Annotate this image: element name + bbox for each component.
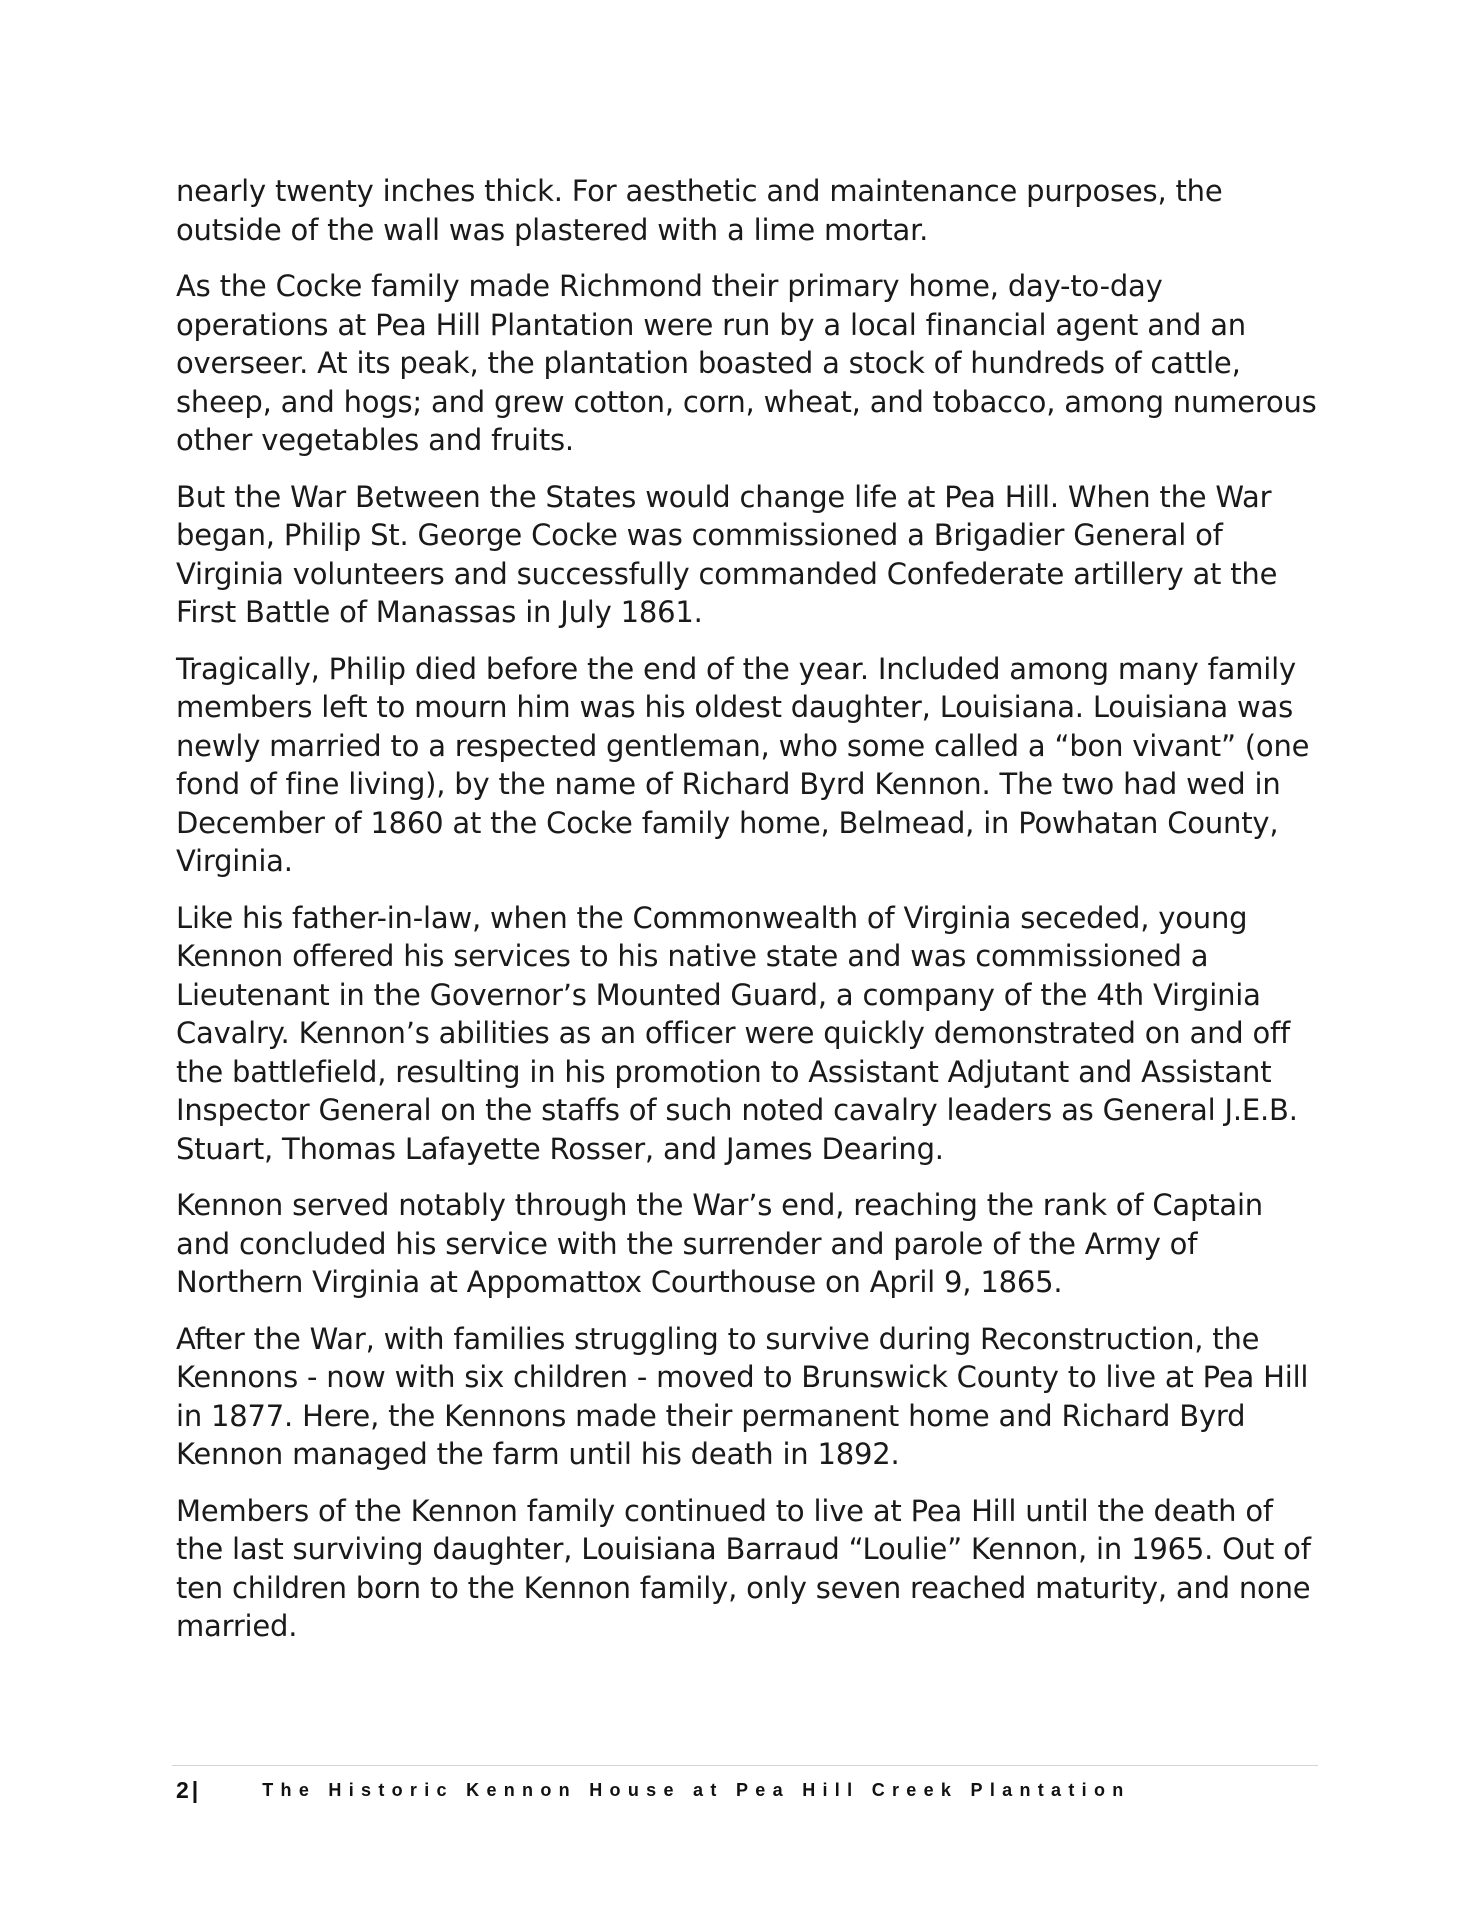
- body-paragraph: As the Cocke family made Richmond their primary home, day-to-day operations at Pea Hill Plantation were run by a local financial agent and an overseer. At its peak, the plantation boasted a stock of hundreds of cattle, sheep, and hogs; and grew cotton, corn, wheat, and tobacco, among numerous other vegetables and fruits.: [176, 269, 1317, 457]
- body-paragraph: Members of the Kennon family continued to live at Pea Hill until the death of the last surviving daughter, Louisiana Barraud “Loulie” Kennon, in 1965. Out of ten children born to the Kennon family, only seven reached maturity, and none married.: [176, 1493, 1311, 1643]
- body-paragraph: But the War Between the States would change life at Pea Hill. When the War began, Philip St. George Cocke was commissioned a Brigadier General of Virginia volunteers and successfully commanded Confederate artillery at the First Battle of Manassas in July 1861.: [176, 479, 1278, 629]
- body-paragraph: Tragically, Philip died before the end of the year. Included among many family members left to mourn him was his oldest daughter, Louisiana. Louisiana was newly married to a respected gentleman, who some called a “bon vivant” (one fond of fine living), by the name of Richard Byrd Kennon. The two had wed in December of 1860 at the Cocke family home, Belmead, in Powhatan County, Virginia.: [176, 651, 1310, 878]
- footer-divider: [172, 1765, 1318, 1766]
- body-paragraph: Like his father-in-law, when the Commonwealth of Virginia seceded, young Kennon offered his services to his native state and was commissioned a Lieutenant in the Governor’s Mounted Guard, a company of the 4th Virginia Cavalry. Kennon’s abilities as an officer were quickly demonstrated on and off the battlefield, resulting in his promotion to Assistant Adjutant and Assistant Inspector General on the staffs of such noted cavalry leaders as General J.E.B. Stuart, Thomas Lafayette Rosser, and James Dearing.: [176, 900, 1298, 1166]
- document-body: [176, 172, 1321, 1664]
- body-paragraph: After the War, with families struggling to survive during Reconstruction, the Kennons - now with six children - moved to Brunswick County to live at Pea Hill in 1877. Here, the Kennons made their permanent home and Richard Byrd Kennon managed the farm until his death in 1892.: [176, 1321, 1309, 1471]
- body-paragraph: Kennon served notably through the War’s end, reaching the rank of Captain and concluded his service with the surrender and parole of the Army of Northern Virginia at Appomattox Courthouse on April 9, 1865.: [176, 1188, 1263, 1299]
- footer-document-title: The Historic Kennon House at Pea Hill Creek Plantation: [262, 1779, 1131, 1800]
- body-paragraph: nearly twenty inches thick. For aesthetic and maintenance purposes, the outside of the wall was plastered with a lime mortar.: [176, 174, 1223, 247]
- page-number-separator: |: [191, 1776, 199, 1803]
- page-number: 2: [176, 1776, 189, 1803]
- page-footer: [176, 1774, 1131, 1806]
